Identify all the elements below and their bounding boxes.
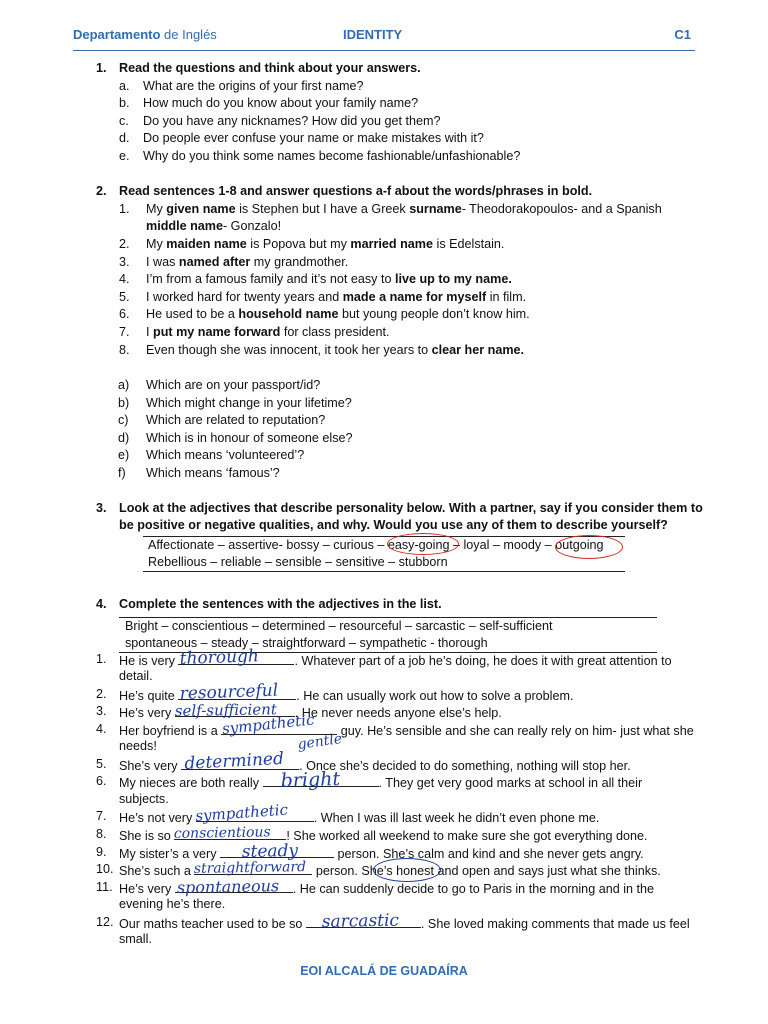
ex2-sentence-4: I’m from a famous family and it’s not easy to live up to my name. [146,272,512,286]
ex2-instruction: Read sentences 1-8 and answer questions a-f about the words/phrases in bold. [119,184,593,198]
answer-blank-6[interactable] [263,767,379,792]
ex4-s2-marker: 2. [96,687,107,701]
ex4-sentence-9: My sister’s a very steady person. She’s calm and kind and she never gets angry. [119,841,644,862]
ex4-s5-marker: 5. [96,757,107,771]
ex2-s1-marker: 1. [119,202,130,216]
ex4-s4-marker: 4. [96,722,107,736]
handwritten-answer-3: self-sufficient [174,700,277,720]
ex4-sentence-6-cont: subjects. [119,792,169,806]
ex2-sentence-1-cont: middle name- Gonzalo! [146,219,282,233]
answer-blank-7[interactable] [194,800,314,825]
ex1-item-d-marker: d. [119,131,130,145]
answer-blank-9[interactable] [220,841,334,862]
ex3-instruction-2: be positive or negative qualities, and why. Would you use any of them to describe yourself? [119,518,668,532]
handwritten-answer-1: thorough [179,646,260,669]
ex4-instruction: Complete the sentences with the adjectives in the list. [119,597,442,611]
ex2-sentence-6: He used to be a household name but young people don’t know him. [146,307,530,321]
ex4-sentence-1: He is very thorough . Whatever part of a job he’s doing, he does it with great attention to [119,646,672,669]
ex1-number: 1. [96,61,107,75]
ex2-question-e: Which means ‘volunteered’? [146,448,305,462]
answer-blank-12[interactable] [306,910,421,932]
ex2-s7-marker: 7. [119,325,130,339]
ex3-word-box [143,536,625,572]
page-footer: EOI ALCALÁ DE GUADAÍRA [300,964,468,978]
ex2-question-b: Which might change in your lifetime? [146,396,352,410]
ex4-s8-marker: 8. [96,827,107,841]
handwritten-answer-12: sarcastic [321,910,400,932]
page-header [73,26,695,51]
handwritten-answer-7: sympathetic [194,800,289,825]
ex4-word-box-line-1: Bright – conscientious – determined – resourceful – sarcastic – self-sufficient [125,619,553,633]
ex4-s3-marker: 3. [96,704,107,718]
ex4-sentence-7: He’s not very sympathetic . When I was ill last week he didn’t even phone me. [119,800,600,825]
ex1-item-b-marker: b. [119,96,130,110]
ex2-question-a: Which are on your passport/id? [146,378,321,392]
ex3-instruction-1: Look at the adjectives that describe personality below. With a partner, say if you consider them to [119,501,703,515]
ex4-sentence-10: She’s such a straightforward person. She’s honest and open and says just what she thinks. [119,859,661,878]
ex4-s7-marker: 7. [96,809,107,823]
easy-going-circle [387,533,459,555]
ex4-sentence-8: She is so conscientious ! She worked all weekend to make sure she got everything done. [119,824,648,843]
answer-blank-5[interactable] [181,748,299,774]
handwritten-answer-8: conscientious [174,824,272,843]
ex4-sentence-4-cont: needs! [119,739,157,753]
answer-blank-8[interactable] [174,824,286,843]
ex2-s8-marker: 8. [119,343,130,357]
ex1-item-e: Why do you think some names become fashionable/unfashionable? [143,149,521,163]
ex2-q-d-marker: d) [118,431,130,445]
ex1-item-d: Do people ever confuse your name or make mistakes with it? [143,131,484,145]
ex3-word-box-line-2: Rebellious – reliable – sensible – sensitive – stubborn [148,555,448,569]
handwritten-answer-6: bright [279,767,340,792]
ex2-s6-marker: 6. [119,307,130,321]
ex2-sentence-7: I put my name forward for class president. [146,325,390,339]
ex1-item-e-marker: e. [119,149,130,163]
ex4-s10-marker: 10. [96,862,114,876]
ex2-s4-marker: 4. [119,272,130,286]
ex3-number: 3. [96,501,107,515]
handwritten-answer-4: sympathetic [221,710,316,738]
ex2-q-f-marker: f) [118,466,126,480]
ex2-sentence-3: I was named after my grandmother. [146,255,349,269]
answer-blank-1[interactable] [178,646,294,669]
ex1-item-b: How much do you know about your family name? [143,96,419,110]
ex4-s11-marker: 11. [96,880,113,894]
ex2-question-c: Which are related to reputation? [146,413,326,427]
ex4-sentence-1-cont: detail. [119,669,153,683]
answer-blank-10[interactable] [194,859,312,878]
ex2-s2-marker: 2. [119,237,130,251]
ex2-number: 2. [96,184,107,198]
ex4-sentence-3: He’s very self-sufficient . He never needs anyone else’s help. [119,700,502,720]
ex4-s6-marker: 6. [96,774,107,788]
department-label: Departamento de Inglés [73,27,217,42]
ex1-instruction: Read the questions and think about your answers. [119,61,421,75]
ex2-s3-marker: 3. [119,255,130,269]
ex4-sentence-6: My nieces are both really bright . They get very good marks at school in all their [119,767,643,792]
level-label: C1 [674,27,691,42]
ex2-q-a-marker: a) [118,378,130,392]
ex4-sentence-11: He’s very spontaneous . He can suddenly decide to go to Paris in the morning and in the [119,876,655,897]
ex4-sentence-4: Her boyfriend is a sympathetic gentle guy. He’s sensible and she can really rely on him- just what she [119,710,694,754]
handwritten-answer-2: resourceful [179,680,279,704]
ex3-word-box-line-1: Affectionate – assertive- bossy – curious – easy-going – loyal – moody – outgoing [148,538,604,552]
ex4-number: 4. [96,597,107,611]
ex4-sentence-11-cont: evening he’s there. [119,897,226,911]
ex1-item-c: Do you have any nicknames? How did you get them? [143,114,441,128]
page-title: IDENTITY [343,27,403,42]
ex2-question-f: Which means ‘famous’? [146,466,280,480]
ex4-s1-marker: 1. [96,652,107,666]
ex2-q-b-marker: b) [118,396,130,410]
ex1-item-a: What are the origins of your first name? [143,79,364,93]
ex4-sentence-12: Our maths teacher used to be so sarcastic . She loved making comments that made us feel [119,910,690,932]
ex2-sentence-8: Even though she was innocent, it took her years to clear her name. [146,343,525,357]
outgoing-circle [555,535,623,559]
handwritten-answer-4-alt: gentle [296,730,344,754]
ex2-sentence-5: I worked hard for twenty years and made a name for myself in film. [146,290,527,304]
ex4-word-box-line-2: spontaneous – steady – straightforward – sympathetic - thorough [125,636,488,650]
ex4-sentence-2: He’s quite resourceful . He can usually work out how to solve a problem. [119,680,574,704]
ex2-question-d: Which is in honour of someone else? [146,431,353,445]
answer-blank-4[interactable] [221,710,344,754]
handwritten-answer-11: spontaneous [176,876,280,897]
handwritten-answer-5: determined [184,748,285,774]
answer-blank-11[interactable] [175,876,293,897]
ex2-sentence-1: My given name is Stephen but I have a Greek surname- Theodorakopoulos- and a Spanish [146,202,662,216]
ex2-q-c-marker: c) [118,413,129,427]
ex4-s12-marker: 12. [96,915,114,929]
ex1-item-c-marker: c. [119,114,129,128]
ex4-sentence-5: She’s very determined . Once she’s decided to do something, nothing will stop her. [119,748,631,774]
handwritten-answer-10: straightforward [194,859,307,878]
ex4-s9-marker: 9. [96,845,107,859]
ex2-s5-marker: 5. [119,290,130,304]
answer-blank-2[interactable] [178,680,296,704]
ex4-sentence-12-cont: small. [119,932,152,946]
ex1-item-a-marker: a. [119,79,130,93]
handwritten-answer-9: steady [241,841,299,862]
ex2-sentence-2: My maiden name is Popova but my married name is Edelstain. [146,237,505,251]
ex2-q-e-marker: e) [118,448,130,462]
